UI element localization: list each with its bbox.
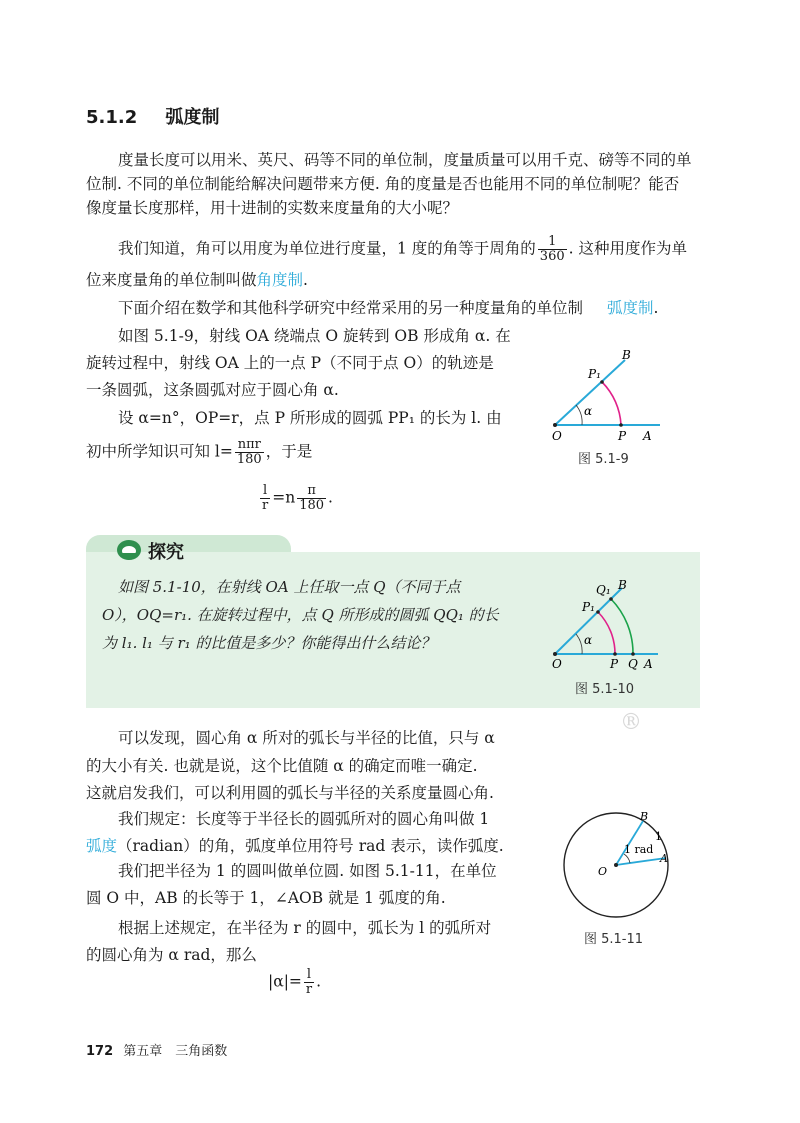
- label-A: A: [660, 852, 668, 865]
- para2-text-b: . 这种用度作为单: [568, 239, 687, 258]
- term-radian: 弧度: [86, 837, 118, 855]
- para5-line2: 初中所学知识可知 l= $\frac{\text{nπr}}{180}$ ，于是: [86, 437, 313, 467]
- label-Q1: Q₁: [596, 583, 611, 597]
- para1-line1: 度量长度可以用米、英尺、码等不同的单位制，度量质量可以用千克、磅等不同的单: [118, 151, 692, 169]
- label-alpha: α: [584, 404, 593, 418]
- para4-line3: 一条圆弧，这条圆弧对应于圆心角 α.: [86, 381, 339, 399]
- page-footer: [86, 1040, 227, 1059]
- para2-line1: [118, 235, 687, 264]
- para6-line1: 可以发现，圆心角 α 所对的弧长与半径的比值，只与 α: [118, 729, 495, 747]
- para2-line2: 位来度量角的单位制叫做角度制.: [86, 271, 308, 289]
- explore-line2: O），OQ=r₁. 在旋转过程中，点 Q 所形成的圆弧 QQ₁ 的长: [102, 606, 499, 624]
- explore-line1: 如图 5.1-10，在射线 OA 上任取一点 Q（不同于点: [118, 578, 461, 596]
- explore-line3: 为 l₁. l₁ 与 r₁ 的比值是多少？你能得出什么结论？: [102, 634, 436, 652]
- para6-line3: 这就启发我们，可以利用圆的弧长与半径的关系度量圆心角.: [86, 784, 494, 802]
- label-A: A: [644, 657, 653, 670]
- figure-5-1-11: [558, 808, 678, 923]
- para1-line2: 位制. 不同的单位制能给解决问题带来方便. 角的度量是否也能用不同的单位制呢？能否: [86, 175, 680, 193]
- para2-text-a: 我们知道，角可以用度为单位进行度量，1 度的角等于周角的: [118, 239, 536, 258]
- label-O: O: [552, 657, 562, 670]
- term-radian-system: 弧度制: [607, 299, 654, 317]
- para8-line2: 圆 O 中，AB 的长等于 1，∠AOB 就是 1 弧度的角.: [86, 889, 446, 907]
- label-B: B: [618, 578, 627, 592]
- label-O: O: [598, 865, 608, 878]
- equation-l-over-r: $\frac{l}{r}$ =n $\frac{\pi}{180}$ .: [262, 483, 333, 513]
- para1-line3: 像度量长度那样，用十进制的实数来度量角的大小呢？: [86, 199, 459, 217]
- label-Q: Q: [628, 657, 638, 670]
- figure-5-1-10: [540, 578, 700, 670]
- label-P: P: [610, 657, 619, 670]
- caption-5-1-10: 图 5.1-10: [575, 682, 635, 697]
- para9-line1: 根据上述规定，在半径为 r 的圆中，弧长为 l 的弧所对: [118, 919, 492, 937]
- fraction-1-360: $\frac{1}{360}$: [539, 234, 565, 264]
- label-alpha: α: [584, 633, 593, 647]
- watermark-registered: ®: [620, 710, 642, 735]
- label-1-rad: 1 rad: [624, 843, 654, 856]
- label-P1: P₁: [582, 600, 595, 614]
- explore-title: 探究: [148, 542, 184, 563]
- para4-line2: 旋转过程中，射线 OA 上的一点 P（不同于点 O）的轨迹是: [86, 354, 494, 372]
- fraction-npir-180: $\frac{\text{nπr}}{180}$: [236, 437, 262, 467]
- label-A: A: [643, 429, 652, 443]
- label-B: B: [622, 348, 631, 362]
- para8-line1: 我们把半径为 1 的圆叫做单位圆. 如图 5.1-11，在单位: [118, 862, 497, 880]
- para7-line1: 我们规定：长度等于半径长的圆弧所对的圆心角叫做 1: [118, 810, 490, 828]
- para9-line2: 的圆心角为 α rad，那么: [86, 946, 257, 964]
- term-degree-system: 角度制: [256, 271, 304, 289]
- chapter-label: 第五章 三角函数: [123, 1044, 228, 1059]
- label-B: B: [640, 810, 649, 823]
- equation-abs-alpha: |α|= $\frac{l}{r}$ .: [268, 967, 322, 997]
- section-title: 弧度制: [165, 107, 220, 128]
- para3-line1: 下面介绍在数学和其他科学研究中经常采用的另一种度量角的单位制 弧度制.: [118, 299, 659, 317]
- caption-5-1-11: 图 5.1-11: [584, 932, 644, 947]
- explore-icon: [116, 539, 142, 561]
- section-number: 5.1.2: [86, 107, 138, 128]
- para7-line2: 弧度（radian）的角，弧度单位用符号 rad 表示，读作弧度.: [86, 837, 504, 855]
- page-number: 172: [86, 1044, 114, 1059]
- para4-line1: 如图 5.1-9，射线 OA 绕端点 O 旋转到 OB 形成角 α. 在: [118, 327, 511, 345]
- figure-5-1-9: [540, 345, 710, 445]
- para6-line2: 的大小有关. 也就是说，这个比值随 α 的确定而唯一确定.: [86, 757, 478, 775]
- label-P: P: [618, 429, 627, 443]
- caption-5-1-9: 图 5.1-9: [578, 452, 629, 467]
- section-heading: [86, 103, 220, 129]
- label-O: O: [552, 429, 562, 443]
- para5-line1: 设 α=n°，OP=r，点 P 所形成的圆弧 PP₁ 的长为 l. 由: [118, 409, 502, 427]
- label-P1: P₁: [588, 367, 601, 381]
- label-one: 1: [655, 830, 662, 843]
